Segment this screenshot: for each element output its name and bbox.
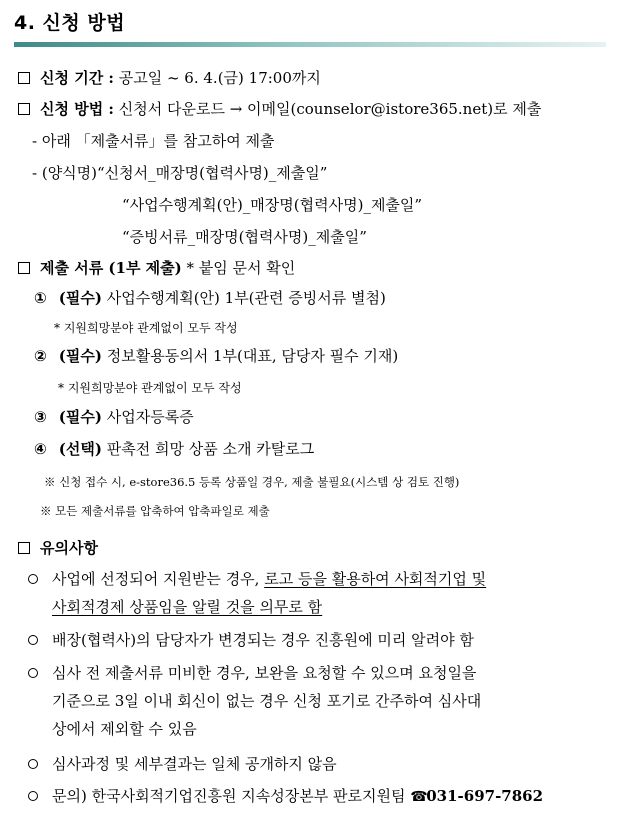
checkbox-icon <box>18 542 30 554</box>
notice-item-text: 기준으로 3일 이내 회신이 없는 경우 신청 포기로 간주하여 심사대 <box>52 692 482 710</box>
notice-item-text-underlined: 사회적경제 상품임을 알릴 것을 의무로 함 <box>52 598 323 616</box>
notice-item <box>28 754 337 774</box>
circle-bullet-icon <box>28 791 38 801</box>
method-note: “증빙서류_매장명(협력사명)_제출일” <box>122 228 367 246</box>
notice-item-text: 상에서 제외할 수 있음 <box>52 720 197 738</box>
method-note: “사업수행계획(안)_매장명(협력사명)_제출일” <box>122 196 423 214</box>
method-label: 신청 방법 : <box>40 100 114 118</box>
doc-item-tag: (필수) <box>58 289 102 307</box>
period-value: 공고일 ~ 6. 4.(금) 17:00까지 <box>118 69 321 87</box>
notice-item <box>28 786 543 807</box>
contact-phone: 031-697-7862 <box>426 787 544 805</box>
circle-bullet-icon <box>28 635 38 645</box>
doc-item-text: 정보활용동의서 1부(대표, 담당자 필수 기재) <box>106 347 399 365</box>
notice-row <box>18 538 98 558</box>
doc-item-mark: ① <box>34 289 47 307</box>
doc-item-text: 사업수행계획(안) 1부(관련 증빙서류 별첨) <box>106 289 386 307</box>
docs-row <box>18 258 295 278</box>
docs-ref-note: ※ 신청 접수 시, e-store36.5 등록 상품일 경우, 제출 불필요(시스템 상 검토 진행) <box>44 475 460 489</box>
doc-item <box>34 439 314 459</box>
checkbox-icon <box>18 103 30 115</box>
circle-bullet-icon <box>28 668 38 678</box>
docs-ref-note: ※ 모든 제출서류를 압축하여 압축파일로 제출 <box>40 504 270 518</box>
period-row <box>18 68 321 88</box>
notice-item-text: 사업에 선정되어 지원받는 경우, <box>52 570 265 588</box>
notice-item <box>28 569 486 589</box>
notice-item-text: 심사 전 제출서류 미비한 경우, 보완을 요청할 수 있으며 요청일을 <box>52 664 477 682</box>
doc-item-tag: (필수) <box>58 408 102 426</box>
doc-item-tag: (선택) <box>58 440 102 458</box>
section-title: 4. 신청 방법 <box>14 12 126 34</box>
method-note: - 아래 「제출서류」를 참고하여 제출 <box>32 132 275 150</box>
notice-item-text: 배장(협력사)의 담당자가 변경되는 경우 진흥원에 미리 알려야 함 <box>52 631 474 649</box>
checkbox-icon <box>18 72 30 84</box>
docs-label: 제출 서류 (1부 제출) <box>40 259 182 277</box>
doc-item <box>34 407 194 427</box>
notice-item-text: 심사과정 및 세부결과는 일체 공개하지 않음 <box>52 755 337 773</box>
doc-item-mark: ③ <box>34 408 47 426</box>
circle-bullet-icon <box>28 759 38 769</box>
circle-bullet-icon <box>28 574 38 584</box>
checkbox-icon <box>18 262 30 274</box>
doc-item-mark: ② <box>34 347 47 365</box>
notice-item-text-underlined: 로고 등을 활용하여 사회적기업 및 <box>264 570 487 588</box>
docs-note: * 붙임 문서 확인 <box>186 259 296 277</box>
title-underline-bar <box>14 42 606 47</box>
doc-item-text: 판촉전 희망 상품 소개 카탈로그 <box>106 440 315 458</box>
doc-item-text: 사업자등록증 <box>106 408 194 426</box>
notice-label: 유의사항 <box>40 539 98 557</box>
doc-item-tag: (필수) <box>58 347 102 365</box>
notice-item <box>28 663 476 683</box>
doc-item-mark: ④ <box>34 440 47 458</box>
doc-item-sub: * 지원희망분야 관계없이 모두 작성 <box>58 381 242 395</box>
doc-item <box>34 346 398 366</box>
method-value: 신청서 다운로드 → 이메일(counselor@istore365.net)로 제출 <box>118 100 542 118</box>
notice-item-text: 문의) 한국사회적기업진흥원 지속성장본부 판로지원팀 <box>52 787 406 805</box>
method-row <box>18 99 541 119</box>
doc-item <box>34 288 386 308</box>
phone-icon: ☎ <box>410 789 428 805</box>
notice-item <box>28 630 474 650</box>
method-note: - (양식명)“신청서_매장명(협력사명)_제출일” <box>32 164 328 182</box>
period-label: 신청 기간 : <box>40 69 114 87</box>
doc-item-sub: * 지원희망분야 관계없이 모두 작성 <box>54 321 238 335</box>
